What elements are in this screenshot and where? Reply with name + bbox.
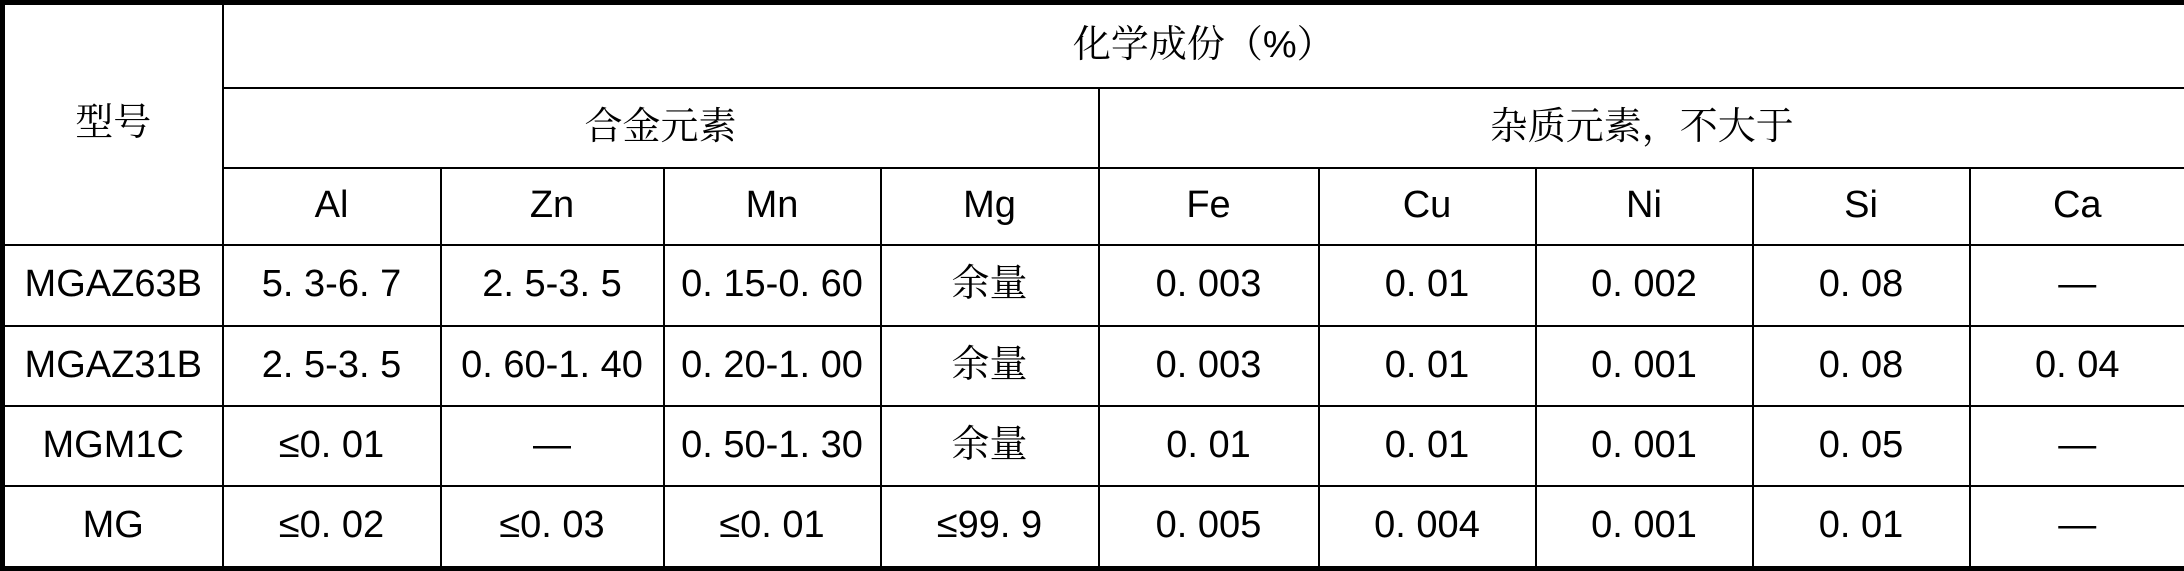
header-element-ni: Ni — [1536, 168, 1753, 245]
cell-model: MGAZ31B — [3, 326, 223, 406]
cell-zn: — — [441, 406, 664, 486]
cell-zn: 0. 60-1. 40 — [441, 326, 664, 406]
cell-mg: 余量 — [881, 326, 1099, 406]
header-row-elements — [3, 168, 2184, 245]
cell-ca: — — [1970, 406, 2184, 486]
cell-fe: 0. 005 — [1099, 486, 1319, 569]
header-element-ca: Ca — [1970, 168, 2184, 245]
table-row-mgaz63b — [3, 245, 2184, 326]
header-alloy-elements: 合金元素 — [223, 88, 1099, 168]
header-row-composition — [3, 3, 2184, 88]
table-row-mg — [3, 486, 2184, 569]
cell-mg: 余量 — [881, 406, 1099, 486]
cell-si: 0. 01 — [1753, 486, 1970, 569]
cell-cu: 0. 01 — [1319, 245, 1536, 326]
cell-mg: ≤99. 9 — [881, 486, 1099, 569]
cell-ca: — — [1970, 245, 2184, 326]
header-composition: 化学成份（%） — [223, 3, 2184, 88]
table-row-mgaz31b — [3, 326, 2184, 406]
cell-ca: — — [1970, 486, 2184, 569]
header-element-cu: Cu — [1319, 168, 1536, 245]
header-impurity-elements: 杂质元素，不大于 — [1099, 88, 2184, 168]
cell-mn: ≤0. 01 — [664, 486, 881, 569]
cell-model: MGAZ63B — [3, 245, 223, 326]
header-element-si: Si — [1753, 168, 1970, 245]
cell-ni: 0. 002 — [1536, 245, 1753, 326]
table-row-mgm1c — [3, 406, 2184, 486]
header-element-fe: Fe — [1099, 168, 1319, 245]
cell-model: MG — [3, 486, 223, 569]
cell-cu: 0. 01 — [1319, 406, 1536, 486]
cell-ca: 0. 04 — [1970, 326, 2184, 406]
cell-fe: 0. 01 — [1099, 406, 1319, 486]
cell-fe: 0. 003 — [1099, 245, 1319, 326]
cell-al: 5. 3-6. 7 — [223, 245, 441, 326]
cell-cu: 0. 01 — [1319, 326, 1536, 406]
header-row-groups — [3, 88, 2184, 168]
cell-mn: 0. 20-1. 00 — [664, 326, 881, 406]
cell-mn: 0. 50-1. 30 — [664, 406, 881, 486]
cell-fe: 0. 003 — [1099, 326, 1319, 406]
cell-mn: 0. 15-0. 60 — [664, 245, 881, 326]
cell-si: 0. 08 — [1753, 326, 1970, 406]
cell-al: ≤0. 02 — [223, 486, 441, 569]
cell-ni: 0. 001 — [1536, 326, 1753, 406]
header-element-zn: Zn — [441, 168, 664, 245]
header-element-mn: Mn — [664, 168, 881, 245]
cell-model: MGM1C — [3, 406, 223, 486]
cell-mg: 余量 — [881, 245, 1099, 326]
cell-si: 0. 05 — [1753, 406, 1970, 486]
cell-zn: ≤0. 03 — [441, 486, 664, 569]
cell-zn: 2. 5-3. 5 — [441, 245, 664, 326]
header-element-al: Al — [223, 168, 441, 245]
cell-cu: 0. 004 — [1319, 486, 1536, 569]
cell-al: 2. 5-3. 5 — [223, 326, 441, 406]
cell-ni: 0. 001 — [1536, 406, 1753, 486]
cell-al: ≤0. 01 — [223, 406, 441, 486]
header-model: 型号 — [3, 3, 223, 245]
header-element-mg: Mg — [881, 168, 1099, 245]
cell-ni: 0. 001 — [1536, 486, 1753, 569]
cell-si: 0. 08 — [1753, 245, 1970, 326]
